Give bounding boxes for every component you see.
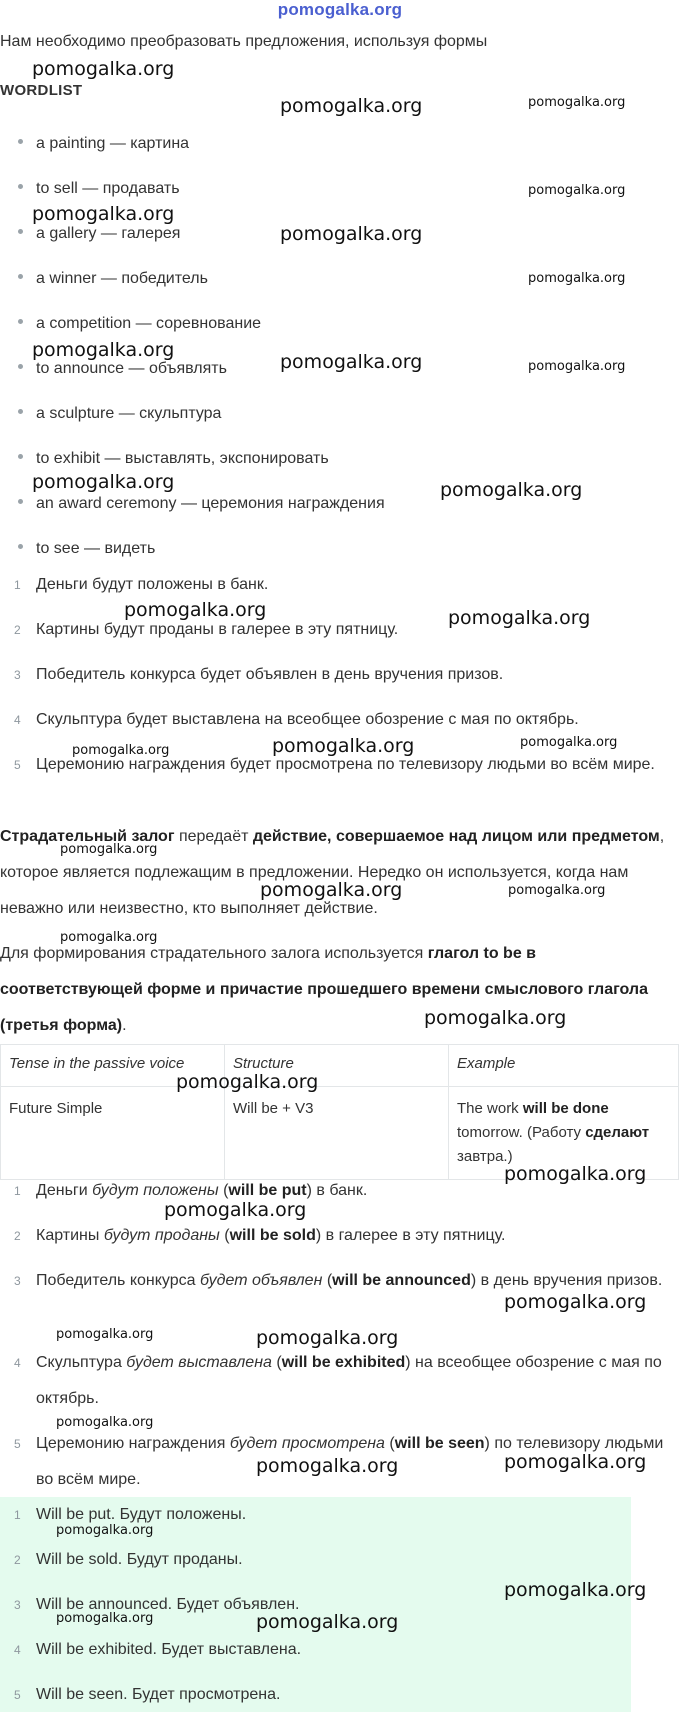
watermark-text: pomogalka.org <box>56 1523 154 1538</box>
watermark-text: pomogalka.org <box>280 351 423 373</box>
item-number: 4 <box>14 1643 21 1657</box>
bullet-icon <box>18 499 23 504</box>
wordlist-heading: WORDLIST <box>0 82 83 99</box>
wordlist-item: to announce — объявлять <box>18 360 227 378</box>
table-header-example: Example <box>449 1045 679 1087</box>
bullet-icon <box>18 229 23 234</box>
bullet-icon <box>18 274 23 279</box>
item-number: 3 <box>14 1598 21 1612</box>
theory-paragraph-passive: Страдательный залог передаёт действие, совершаемое над лицом или предметом, которое является подлежащим в предложении. Нередко он используется, когда нам неважно или неизвестно, кто выполняет действие. <box>0 828 665 917</box>
watermark-text: pomogalka.org <box>256 1611 399 1633</box>
wordlist-item: a winner — победитель <box>18 270 208 288</box>
table-cell-structure: Will be + V3 <box>225 1087 449 1180</box>
wordlist-item: to sell — продавать <box>18 180 180 198</box>
grammar-table <box>0 1044 679 1180</box>
watermark-text: pomogalka.org <box>528 359 626 374</box>
watermark-text: pomogalka.org <box>528 95 626 110</box>
item-number: 2 <box>14 1553 21 1567</box>
watermark-text: pomogalka.org <box>32 58 175 80</box>
item-number: 4 <box>14 713 21 727</box>
wordlist-item: to see — видеть <box>18 540 155 558</box>
item-number: 4 <box>14 1356 21 1370</box>
watermark-text: pomogalka.org <box>272 735 415 757</box>
item-number: 5 <box>14 1437 21 1451</box>
watermark-text: pomogalka.org <box>440 479 583 501</box>
watermark-text: pomogalka.org <box>256 1327 399 1349</box>
table-header-row <box>1 1045 679 1087</box>
watermark-text: pomogalka.org <box>424 1007 567 1029</box>
item-number: 2 <box>14 623 21 637</box>
intro-text: Нам необходимо преобразовать предложения, используя формы <box>0 33 488 50</box>
sentence-item: 2 Картины будут проданы в галерее в эту пятницу. <box>0 612 672 648</box>
explained-item: 1 Деньги будут положены (will be put) в банк. <box>0 1173 672 1209</box>
watermark-text: pomogalka.org <box>260 879 403 901</box>
watermark-text: pomogalka.org <box>256 1455 399 1477</box>
watermark-text: pomogalka.org <box>528 183 626 198</box>
watermark-text: pomogalka.org <box>176 1071 319 1093</box>
bullet-icon <box>18 139 23 144</box>
table-header-structure: Structure <box>225 1045 449 1087</box>
table-cell-tense: Future Simple <box>1 1087 225 1180</box>
item-number: 3 <box>14 1274 21 1288</box>
item-number: 1 <box>14 1508 21 1522</box>
watermark-text: pomogalka.org <box>32 471 175 493</box>
watermark-text: pomogalka.org <box>56 1611 154 1626</box>
item-number: 3 <box>14 668 21 682</box>
watermark-text: pomogalka.org <box>56 1327 154 1342</box>
sentence-item: 1 Деньги будут положены в банк. <box>0 567 672 603</box>
wordlist-item: a sculpture — скульптура <box>18 405 221 423</box>
wordlist-item: a competition — соревнование <box>18 315 261 333</box>
answer-item: 3 Will be announced. Будет объявлен. <box>0 1587 672 1623</box>
watermark-text: pomogalka.org <box>528 271 626 286</box>
watermark-text: pomogalka.org <box>504 1579 647 1601</box>
item-number: 2 <box>14 1229 21 1243</box>
theory-paragraph-formation: Для формирования страдательного залога используется глагол to be в соответствующей форме и причастие прошедшего времени смыслового глагола (третья форма). <box>0 945 648 1034</box>
watermark-text: pomogalka.org <box>280 95 423 117</box>
watermark-text: pomogalka.org <box>60 842 158 857</box>
explained-item: 4 Скульптура будет выставлена (will be exhibited) на всеобщее обозрение с мая по октябрь. <box>0 1345 672 1417</box>
explained-item: 5 Церемонию награждения будет просмотрена (will be seen) по телевизору людьми во всём мире. <box>0 1426 672 1498</box>
bullet-icon <box>18 454 23 459</box>
watermark-text: pomogalka.org <box>504 1291 647 1313</box>
item-number: 5 <box>14 758 21 772</box>
bullet-icon <box>18 544 23 549</box>
sentence-item: 3 Победитель конкурса будет объявлен в день вручения призов. <box>0 657 672 693</box>
bullet-icon <box>18 184 23 189</box>
sentence-item: 4 Скульптура будет выставлена на всеобщее обозрение с мая по октябрь. <box>0 702 672 738</box>
item-number: 1 <box>14 578 21 592</box>
item-number: 5 <box>14 1688 21 1702</box>
bullet-icon <box>18 409 23 414</box>
watermark-text: pomogalka.org <box>504 1163 647 1185</box>
watermark-text: pomogalka.org <box>448 607 591 629</box>
answer-item: 5 Will be seen. Будет просмотрена. <box>0 1677 672 1713</box>
answer-item: 4 Will be exhibited. Будет выставлена. <box>0 1632 672 1668</box>
site-logo-text[interactable]: pomogalka.org <box>277 0 403 19</box>
watermark-text: pomogalka.org <box>32 203 175 225</box>
bullet-icon <box>18 364 23 369</box>
wordlist-item: to exhibit — выставлять, экспонировать <box>18 450 329 468</box>
watermark-text: pomogalka.org <box>72 743 170 758</box>
item-number: 1 <box>14 1184 21 1198</box>
watermark-text: pomogalka.org <box>124 599 267 621</box>
watermark-text: pomogalka.org <box>508 883 606 898</box>
watermark-text: pomogalka.org <box>32 339 175 361</box>
bullet-icon <box>18 319 23 324</box>
watermark-text: pomogalka.org <box>520 735 618 750</box>
watermark-text: pomogalka.org <box>280 223 423 245</box>
wordlist-item: a painting — картина <box>18 135 189 153</box>
table-cell-example: The work will be done tomorrow. (Работу сделают завтра.) <box>449 1087 679 1180</box>
table-header-tense: Tense in the passive voice <box>1 1045 225 1087</box>
answer-item: 2 Will be sold. Будут проданы. <box>0 1542 672 1578</box>
watermark-text: pomogalka.org <box>164 1199 307 1221</box>
watermark-text: pomogalka.org <box>56 1415 154 1430</box>
sentence-item: 5 Церемонию награждения будет просмотрена по телевизору людьми во всём мире. <box>0 747 672 783</box>
wordlist-item: a gallery — галерея <box>18 225 180 243</box>
wordlist-item: an award ceremony — церемония награждения <box>18 495 385 513</box>
answer-item: 1 Will be put. Будут положены. <box>0 1497 672 1533</box>
watermark-text: pomogalka.org <box>504 1451 647 1473</box>
watermark-text: pomogalka.org <box>60 930 158 945</box>
explained-item: 3 Победитель конкурса будет объявлен (will be announced) в день вручения призов. <box>0 1263 672 1299</box>
explained-item: 2 Картины будут проданы (will be sold) в галерее в эту пятницу. <box>0 1218 672 1254</box>
